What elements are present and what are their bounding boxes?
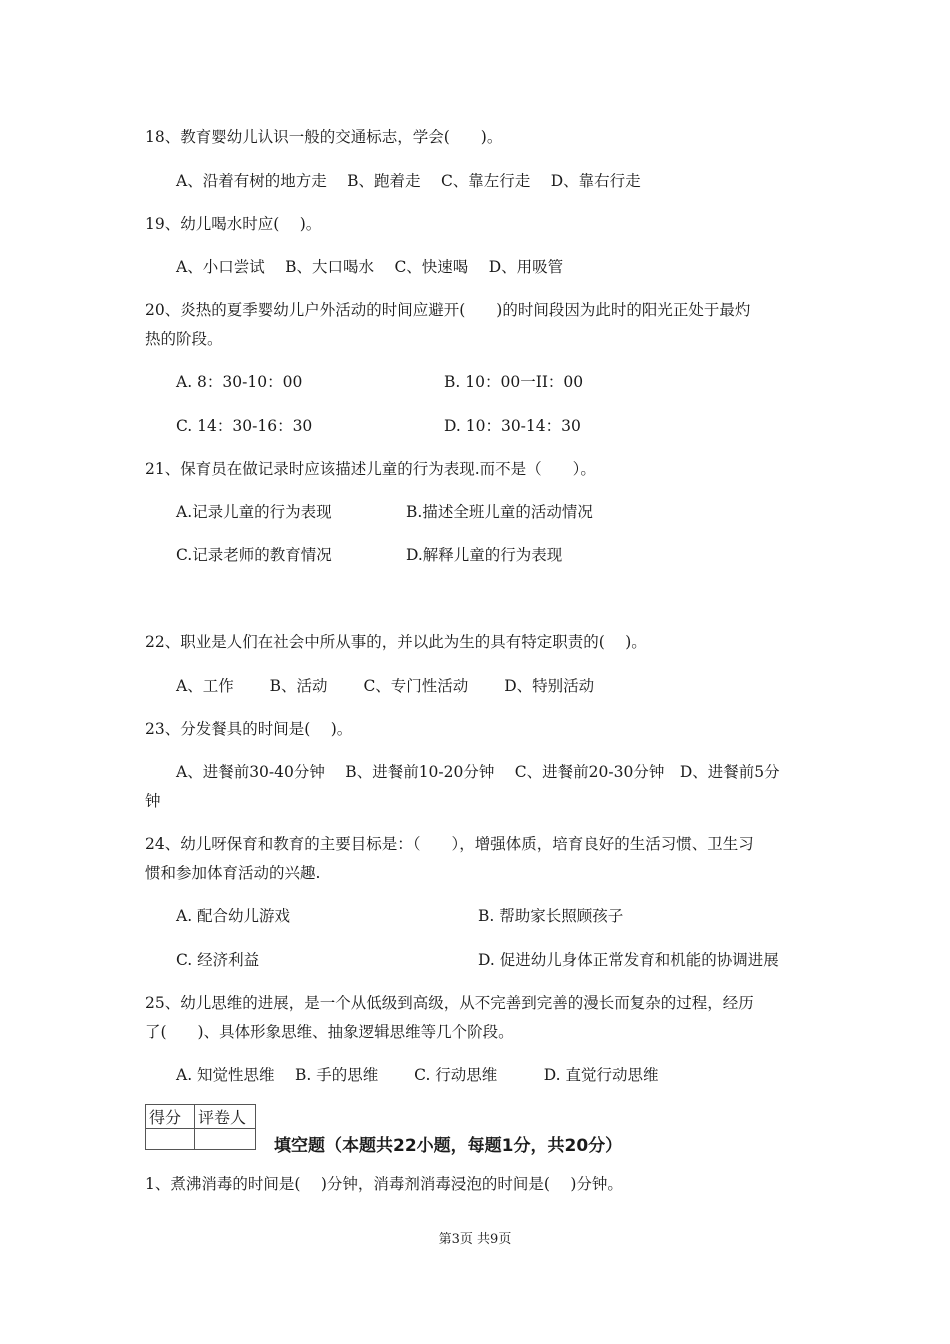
question-25-stem-line2: 了( )、具体形象思维、抽象逻辑思维等几个阶段。	[145, 1023, 514, 1041]
question-24-stem-line1: 24、幼儿呀保育和教育的主要目标是：（ ），增强体质，培育良好的生活习惯、卫生习	[145, 835, 754, 853]
question-20-option-c: C. 14：30-16：30	[176, 417, 313, 435]
question-19-options: A、小口尝试 B、大口喝水 C、快速喝 D、用吸管	[176, 258, 564, 276]
question-19-stem: 19、幼儿喝水时应( )。	[145, 215, 322, 233]
question-23-stem: 23、分发餐具的时间是( )。	[145, 720, 353, 738]
question-20-option-d: D. 10：30-14：30	[444, 417, 581, 435]
score-cell	[146, 1129, 195, 1150]
question-20-stem-line1: 20、炎热的夏季婴幼儿户外活动的时间应避开( )的时间段因为此时的阳光正处于最灼	[145, 301, 751, 319]
score-box	[145, 1104, 256, 1150]
question-21-option-a: A.记录儿童的行为表现	[176, 503, 332, 521]
grader-label: 评卷人	[195, 1105, 256, 1129]
question-25-stem-line1: 25、幼儿思维的进展，是一个从低级到高级，从不完善到完善的漫长而复杂的过程，经历	[145, 994, 754, 1012]
score-label: 得分	[146, 1105, 195, 1129]
question-20-option-b: B. 10：00一II：00	[444, 373, 584, 391]
question-24-option-d: D. 促进幼儿身体正常发育和机能的协调进展	[478, 951, 779, 969]
question-21-option-c: C.记录老师的教育情况	[176, 546, 332, 564]
question-20-stem-line2: 热的阶段。	[145, 330, 223, 348]
question-24-option-c: C. 经济利益	[176, 951, 260, 969]
question-23-options-line2: 钟	[145, 792, 161, 810]
question-21-stem: 21、保育员在做记录时应该描述儿童的行为表现.而不是（ ）。	[145, 460, 596, 478]
fill-question-1: 1、煮沸消毒的时间是( )分钟，消毒剂消毒浸泡的时间是( )分钟。	[145, 1175, 623, 1193]
page-footer: 第3页 共9页	[438, 1232, 512, 1247]
question-24-option-a: A. 配合幼儿游戏	[176, 907, 291, 925]
question-18-stem: 18、教育婴幼儿认识一般的交通标志，学会( )。	[145, 128, 503, 146]
question-20-option-a: A. 8：30-10：00	[176, 373, 303, 391]
question-18-options: A、沿着有树的地方走 B、跑着走 C、靠左行走 D、靠右行走	[176, 172, 641, 190]
question-23-options-line1: A、进餐前30-40分钟 B、进餐前10-20分钟 C、进餐前20-30分钟 D、进餐前5分	[176, 763, 780, 781]
question-24-option-b: B. 帮助家长照顾孩子	[478, 907, 624, 925]
question-22-stem: 22、职业是人们在社会中所从事的，并以此为生的具有特定职责的( )。	[145, 633, 647, 651]
question-21-option-b: B.描述全班儿童的活动情况	[406, 503, 593, 521]
section-title: 填空题（本题共22小题，每题1分，共20分）	[274, 1136, 623, 1156]
question-24-stem-line2: 惯和参加体育活动的兴趣.	[145, 864, 321, 882]
question-21-option-d: D.解释儿童的行为表现	[406, 546, 563, 564]
grader-cell	[195, 1129, 256, 1150]
question-22-options: A、工作 B、活动 C、专门性活动 D、特别活动	[176, 677, 595, 695]
question-25-options: A. 知觉性思维 B. 手的思维 C. 行动思维 D. 直觉行动思维	[176, 1066, 659, 1084]
